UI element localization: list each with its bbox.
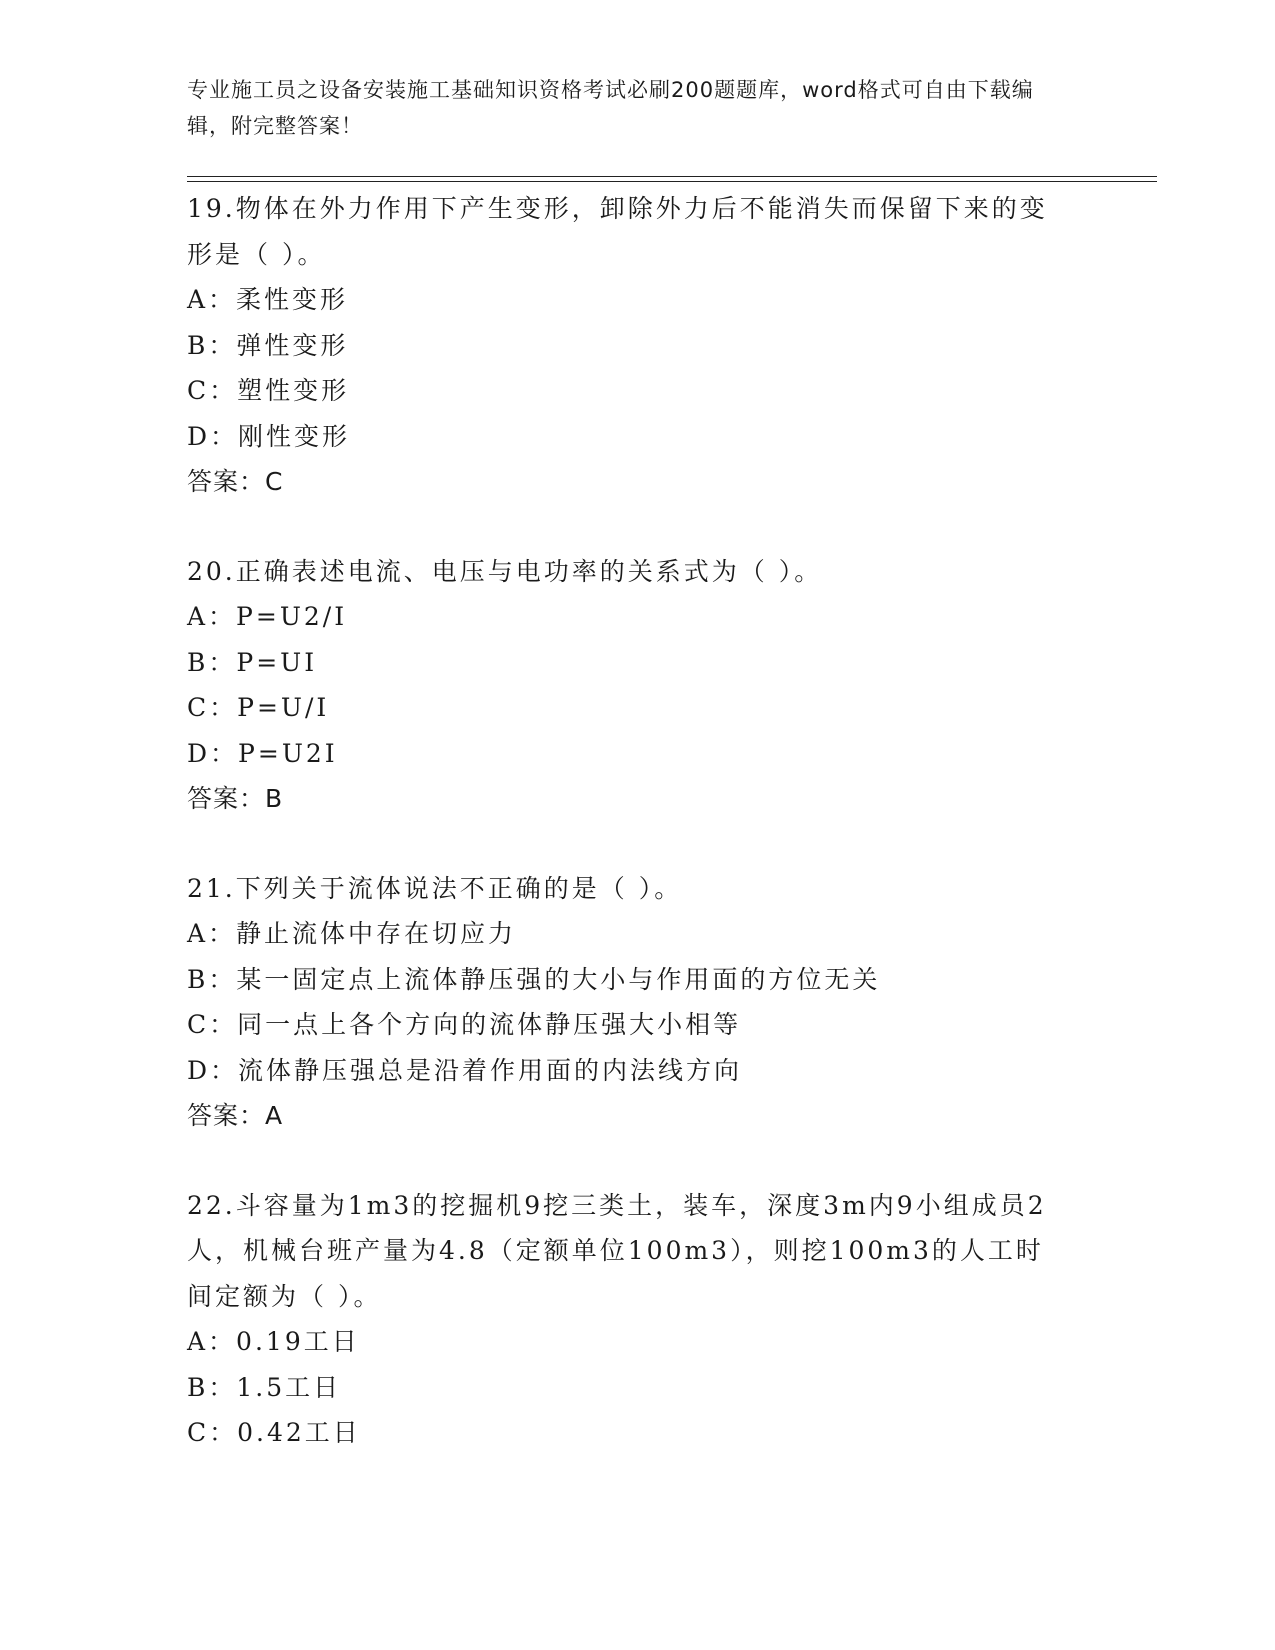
option-c: C：同一点上各个方向的流体静压强大小相等	[187, 1010, 742, 1039]
option-b: B：P=UI	[187, 647, 318, 677]
question-stem: 19.物体在外力作用下产生变形，卸除外力后不能消失而保留下来的变形是（ ）。	[187, 194, 1048, 269]
question-20	[187, 549, 1067, 822]
document-header: 专业施工员之设备安装施工基础知识资格考试必刷200题题库，word格式可自由下载编辑，附完整答案！	[187, 78, 1034, 138]
header-divider	[187, 176, 1157, 182]
option-a: A：P=U2/I	[187, 602, 348, 631]
option-b: B：1.5工日	[187, 1372, 342, 1402]
option-b: B：某一固定点上流体静压强的大小与作用面的方位无关	[187, 964, 881, 994]
option-d: D：刚性变形	[187, 421, 351, 451]
question-19	[187, 186, 1067, 505]
answer-line: 答案：B	[187, 784, 284, 813]
option-a: A：0.19工日	[187, 1327, 360, 1356]
option-b: B：弹性变形	[187, 330, 349, 360]
option-d: D：流体静压强总是沿着作用面的内法线方向	[187, 1055, 743, 1085]
option-d: D：P=U2I	[187, 738, 338, 768]
option-c: C：0.42工日	[187, 1418, 361, 1447]
question-21	[187, 866, 1067, 1139]
question-stem: 20.正确表述电流、电压与电功率的关系式为（ ）。	[187, 556, 823, 586]
answer-line: 答案：A	[187, 1101, 284, 1130]
document-page	[187, 0, 1157, 1650]
option-c: C：塑性变形	[187, 376, 350, 405]
option-a: A：静止流体中存在切应力	[187, 919, 517, 948]
option-c: C：P=U/I	[187, 693, 330, 722]
question-list	[187, 186, 1067, 1500]
option-a: A：柔性变形	[187, 285, 349, 314]
question-stem: 22.斗容量为1m3的挖掘机9挖三类土，装车，深度3m内9小组成员2人，机械台班产量为4.8（定额单位100m3），则挖100m3的人工时间定额为（ ）。	[187, 1190, 1047, 1311]
question-22	[187, 1183, 1067, 1456]
question-stem: 21.下列关于流体说法不正确的是（ ）。	[187, 873, 683, 903]
answer-line: 答案：C	[187, 467, 284, 496]
